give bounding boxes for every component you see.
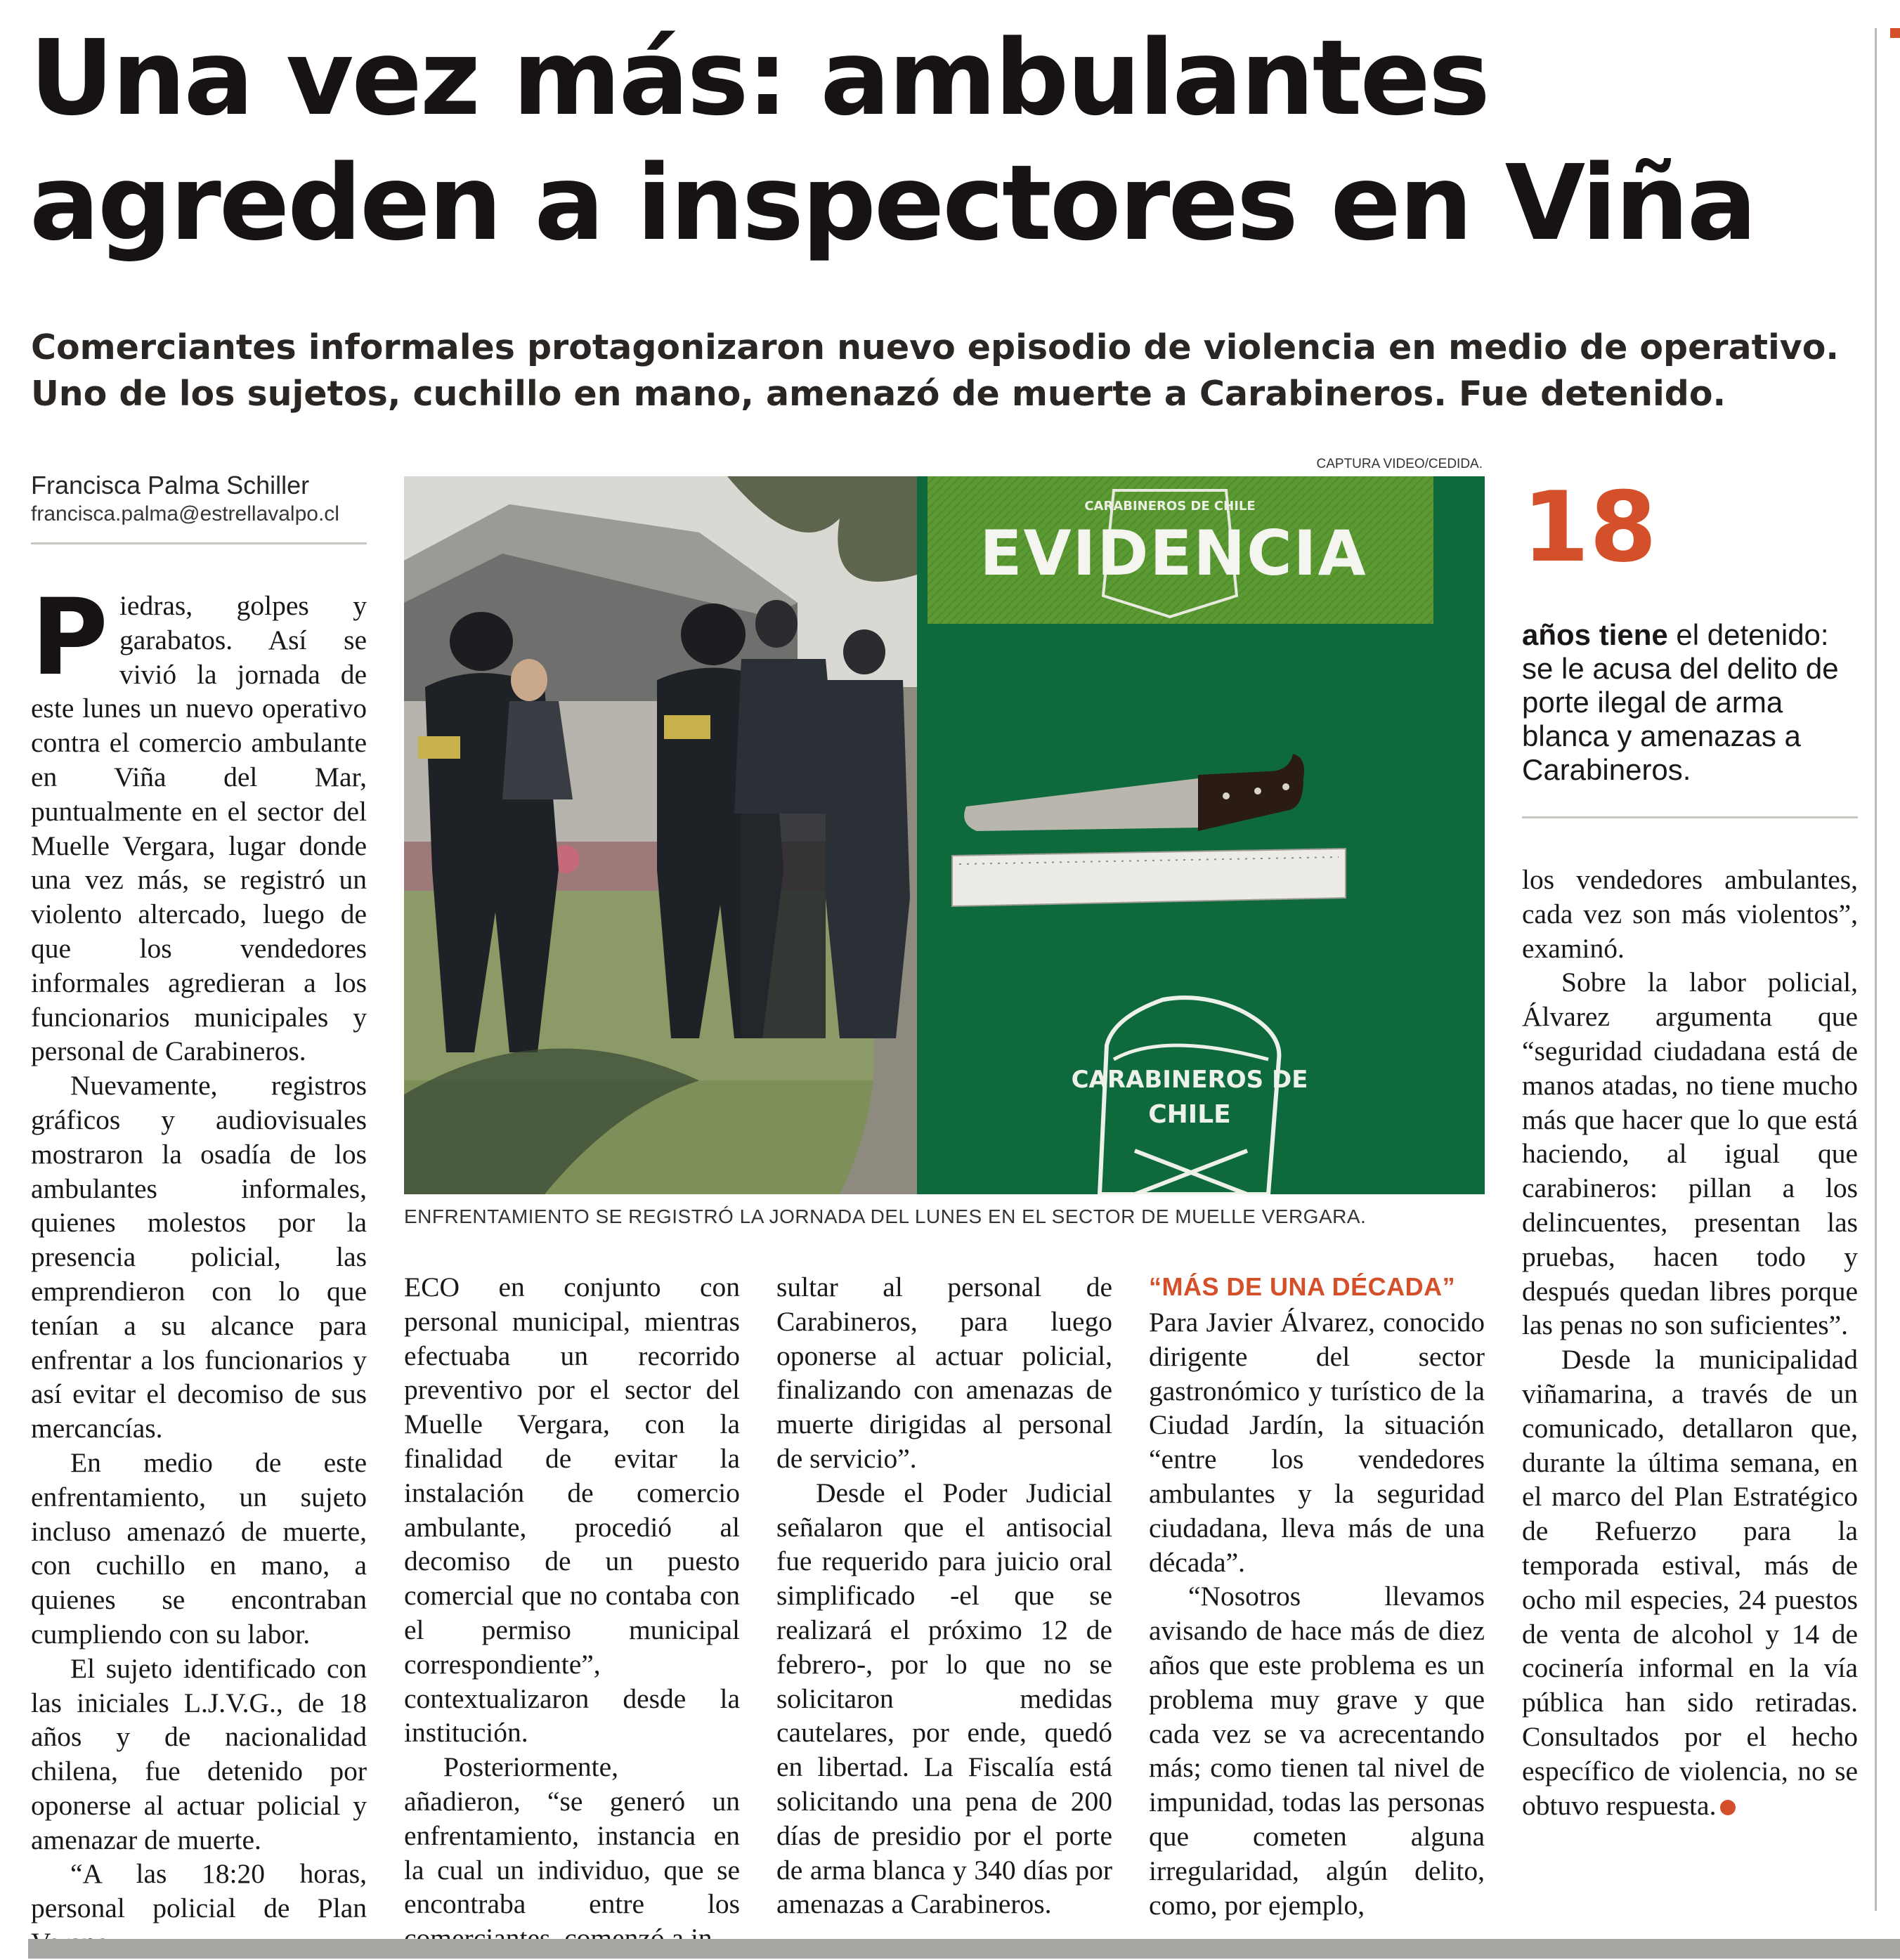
byline-divider — [31, 542, 367, 544]
body-column-5 — [1522, 863, 1858, 1822]
paragraph-text: Desde la municipalidad viñamarina, a través de un comunicado, detallaron que, durante la última semana, en el marco del Plan Estratégico de Refuerzo para la temporada estival, más de ocho mil especies, 24 puestos de venta de alcohol y 14 de cocinería informal en la vía pública han sido retiradas. Consultados por el hecho específico de violencia, no se obtuvo respuesta. — [1522, 1344, 1858, 1821]
paragraph: Desde el Poder Judicial señalaron que el antisocial fue requerido para juicio oral simplificado -el que se realizará el próximo 12 de febrero-, por lo que no se solicitaron medidas cautelares, por ende, quedó en libertad. La Fiscalía está solicitando una pena de 200 días de presidio por el porte de arma blanca y 340 días por amenazas a Carabineros. — [776, 1477, 1112, 1920]
photo-caption: ENFRENTAMIENTO SE REGISTRÓ LA JORNADA DEL LUNES EN EL SECTOR DE MUELLE VERGARA. — [404, 1206, 1367, 1227]
corner-accent — [1890, 28, 1900, 38]
body-column-1 — [31, 577, 367, 1960]
paragraph: Nuevamente, registros gráficos y audiovisuales mostraron la osadía de los ambulantes informales, quienes molestos por la presencia policial, las emprendieron con lo que tenían a su alcance para enfrentar a los funcionarios y así evitar el decomiso de sus mercancías. — [31, 1070, 367, 1444]
officer-figure-4 — [826, 629, 910, 1038]
body-column-2 — [404, 1270, 740, 1956]
evidence-photo-right — [917, 476, 1485, 1194]
deck — [31, 325, 1858, 417]
evidence-title: EVIDENCIA — [980, 517, 1367, 589]
deck-line-2: Uno de los sujetos, cuchillo en mano, amenazó de muerte a Carabineros. Fue detenido. — [31, 374, 1726, 414]
byline — [31, 471, 368, 528]
section-subhead: “MÁS DE UNA DÉCADA” — [1149, 1272, 1456, 1301]
shield-text-line-1: CARABINEROS DE — [1071, 1066, 1308, 1094]
paragraph: Posteriormente, añadieron, “se generó un enfrentamiento, instancia en la cual un individuo, que se encontraba entre los — [404, 1751, 740, 1920]
evidence-badge-text: CARABINEROS DE CHILE — [1084, 499, 1256, 514]
paragraph: Para Javier Álvarez, conocido dirigente del sector gastronómico y turístico de la Ciudad Jardín, la situación “entre los vendedores ambulantes y la seguridad ciudadana, lleva más de una década”. — [1149, 1307, 1485, 1578]
photo-credit: CAPTURA VIDEO/CEDIDA. — [1316, 457, 1483, 471]
paragraph: “Nosotros llevamos avisando de hace más de diez años que este problema es un problema muy grave y que cada vez se va acrecentando más; como tienen tal nivel de impunidad, todas las personas que cometen alguna irregularidad, algún delito, como, por ejemplo, — [1149, 1581, 1485, 1921]
body-column-3 — [776, 1270, 1112, 1921]
paragraph — [1522, 1342, 1858, 1822]
headline-line-1: Una vez más: ambulantes — [30, 18, 1488, 138]
end-mark-icon: ✪ — [1720, 1800, 1736, 1815]
headline-line-2: agreden a inspectores en Viña — [30, 143, 1755, 263]
paragraph: El sujeto identificado con las iniciales L.J.V.G., de 18 años y de nacionalidad chilena, fue detenido por oponerse al actuar policial y amenazar de muerte. — [31, 1652, 367, 1855]
headline — [30, 15, 1842, 266]
paragraph: Sobre la labor policial, Álvarez argumenta que “seguridad ciudadana está de manos atadas, no tiene mucho más que hacer que lo que está haciendo, al igual que carabineros: pillan a los delincuentes, presentan las pruebas, hacen todo y después quedan libres porque las penas no son suficientes”. — [1522, 967, 1858, 1341]
paragraph: sultar al personal de Carabineros, para luego oponerse al actuar policial, finalizando con amenazas de muerte dirigidas al personal de servicio”. — [776, 1272, 1112, 1474]
drop-cap: P — [31, 577, 108, 699]
shield-text-line-2: CHILE — [1148, 1100, 1231, 1129]
scene-photo-left — [404, 476, 917, 1194]
stat-bold: años tiene — [1522, 618, 1668, 651]
paragraph — [31, 577, 367, 1069]
stat-description: el detenido: se le acusa del delito de porte ilegal de arma blanca y amenazas a Carabineros. — [1522, 618, 1839, 786]
column-divider — [1875, 28, 1877, 1911]
paragraph: ECO en conjunto con personal municipal, mientras efectuaba un recorrido preventivo por el sector del Muelle Vergara, con la finalidad de evitar la instalación de comercio ambulante, procedió al decomiso de un puesto comercial que no contaba con el permiso municipal correspondiente”, contextualizaron desde la institución. — [404, 1272, 740, 1749]
ruler — [952, 849, 1346, 906]
paragraph: En medio de este enfrentamiento, un sujeto incluso amenazó de muerte, con cuchillo en mano, a quienes se encontraban cumpliendo con su labor. — [31, 1446, 367, 1649]
stat-number: 18 — [1522, 471, 1658, 584]
paragraph: los vendedores ambulantes, cada vez son más violentos”, examinó. — [1522, 864, 1858, 964]
paragraph-text: iedras, golpes y garabatos. Así se vivió la jornada de este lunes un nuevo operativo contra el comercio ambulante en Viña del Mar, puntualmente en el sector del Muelle Vergara, lugar donde una vez más, se registró un violento altercado, luego de que los vendedores informales agredieran a los funcionarios municipales y personal de Carabineros. — [31, 590, 367, 1067]
stat-divider — [1522, 816, 1858, 818]
body-column-4 — [1149, 1270, 1485, 1922]
paragraph: “A las 18:20 horas, personal policial de Plan — [31, 1858, 367, 1924]
news-photo — [404, 476, 1485, 1194]
author-email[interactable]: francisca.palma@estrellavalpo.cl — [31, 502, 339, 525]
author-name: Francisca Palma Schiller — [31, 471, 310, 499]
footer-bar — [28, 1939, 1900, 1959]
deck-line-1: Comerciantes informales protagonizaron nuevo episodio de violencia en medio de operativo. — [31, 327, 1840, 367]
stat-text — [1522, 618, 1859, 787]
